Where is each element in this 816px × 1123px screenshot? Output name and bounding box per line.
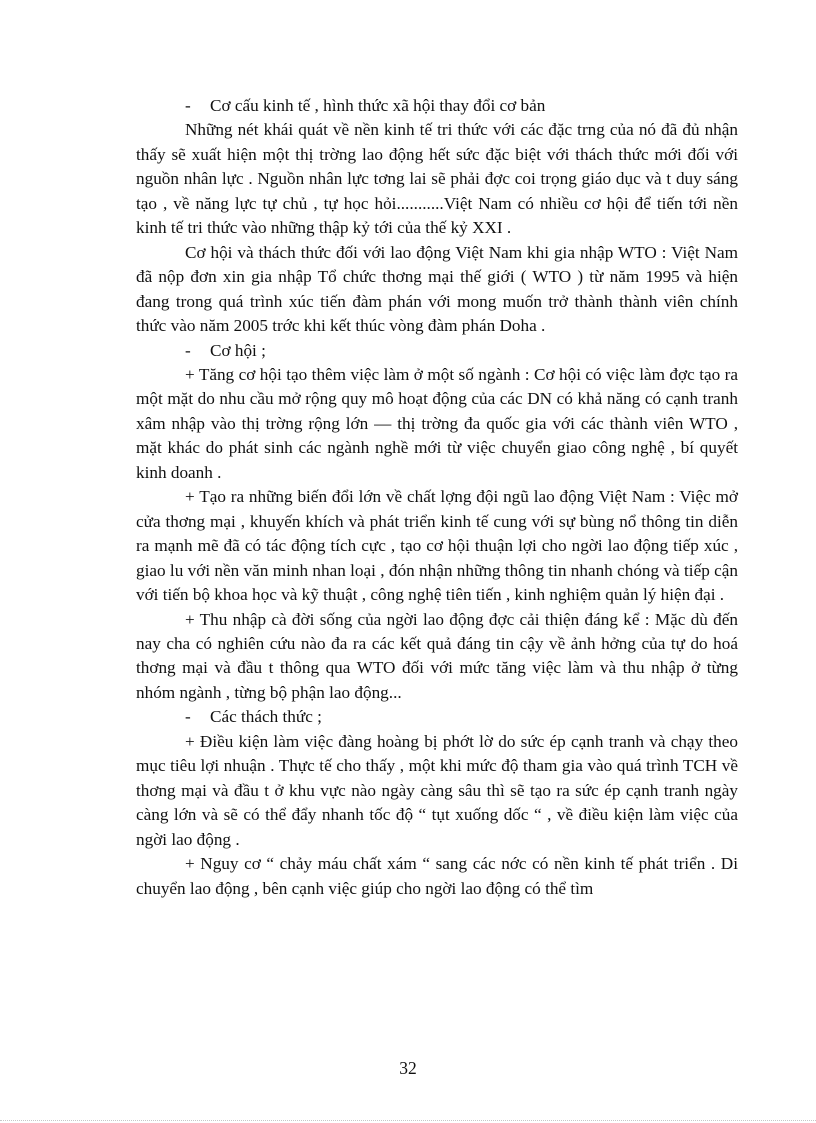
bullet-text: Các thách thức ; (210, 707, 322, 727)
paragraph-brain-drain: + Nguy cơ “ chảy máu chất xám “ sang các nớc có nền kinh tế phát triển . Di chuyển lao động , bên cạnh việc giúp cho ngời lao động có thể tìm (136, 854, 738, 898)
bullet-text: Cơ hội ; (210, 340, 266, 360)
bullet-text: Cơ cấu kinh tế , hình thức xã hội thay đổi cơ bản (210, 96, 546, 115)
paragraph-working-conditions: + Điều kiện làm việc đàng hoàng bị phớt lờ do sức ép cạnh tranh và chạy theo mục tiêu lợi nhuận . Thực tế cho thấy , một khi mức độ tham gia vào quá trình TCH về thơng mại và đầu t ở khu vực nào ngày càng sâu thì sẽ tạo ra sức ép cạnh tranh ngày càng lớn và sẽ có thể đẩy nhanh tốc độ “ tụt xuống dốc “ , về điều kiện làm việc của ngời lao động . (136, 731, 738, 849)
body-text (136, 94, 738, 901)
bullet-dash: - (185, 340, 191, 360)
paragraph-income: + Thu nhập cà đời sống của ngời lao động đợc cải thiện đáng kể : Mặc dù đến nay cha có nghiên cứu nào đa ra các kết quả đáng tin cậy về ảnh hởng của tự do hoá thơng mại và đầu t thông qua WTO đối với mức tăng việc làm và thu nhập ở từng nhóm ngành , từng bộ phận lao động... (136, 609, 738, 702)
paragraph-wto-accession: Cơ hội và thách thức đối với lao động Việt Nam khi gia nhập WTO : Việt Nam đã nộp đơn xin gia nhập Tổ chức thơng mại thế giới ( WTO ) từ năm 1995 và hiện đang trong quá trình xúc tiến đàm phán với mong muốn trở thành thành viên chính thức vào năm 2005 trớc khi kết thúc vòng đàm phán Doha . (136, 242, 738, 336)
paragraph-knowledge-economy: Những nét khái quát về nền kinh tế tri thức với các đặc trng của nó đã đủ nhận thấy sẽ xuất hiện một thị trờng lao động hết sức đặc biệt với thách thức mới đối với nguồn nhân lực . Nguồn nhân lực tơng lai sẽ phải đợc coi trọng giáo dục và t duy sáng tạo , về năng lực tự chủ , tự học hỏi...........Việt Nam có nhiều cơ hội để tiến tới nền kinh tế tri thức vào những thập kỷ tới của thế kỷ XXI . (136, 120, 738, 238)
bullet-challenges (136, 705, 738, 729)
bullet-opportunities (136, 339, 738, 363)
bullet-economic-structure (136, 94, 738, 118)
page-number: 32 (399, 1058, 417, 1078)
bullet-dash: - (185, 96, 191, 115)
bullet-dash: - (185, 707, 191, 727)
page-bottom-divider (0, 1120, 816, 1122)
paragraph-more-jobs: + Tăng cơ hội tạo thêm việc làm ở một số ngành : Cơ hội có việc làm đợc tạo ra một mặt do nhu cầu mở rộng quy mô hoạt động của các DN có khả năng có cạnh tranh xâm nhập vào thị trờng rộng lớn — thị trờng đa quốc gia với các thành viên WTO , mặt khác do phát sinh các ngành nghề mới từ việc chuyển giao công nghệ , bí quyết kinh doanh . (136, 364, 738, 482)
paragraph-labor-quality: + Tạo ra những biến đổi lớn về chất lợng đội ngũ lao động Việt Nam : Việc mở cửa thơng mại , khuyến khích và phát triển kinh tế cung với sự bùng nổ thông tin diễn ra mạnh mẽ đã có tác động tích cực , tạo cơ hội thuận lợi cho ngời lao động tiếp xúc , giao lu với nền văn minh nhan loại , đón nhận những thông tin nhanh chóng và tiếp cận với tiến bộ khoa học và kỹ thuật , công nghệ tiên tiến , kinh nghiệm quản lý hiện đại . (136, 487, 738, 605)
